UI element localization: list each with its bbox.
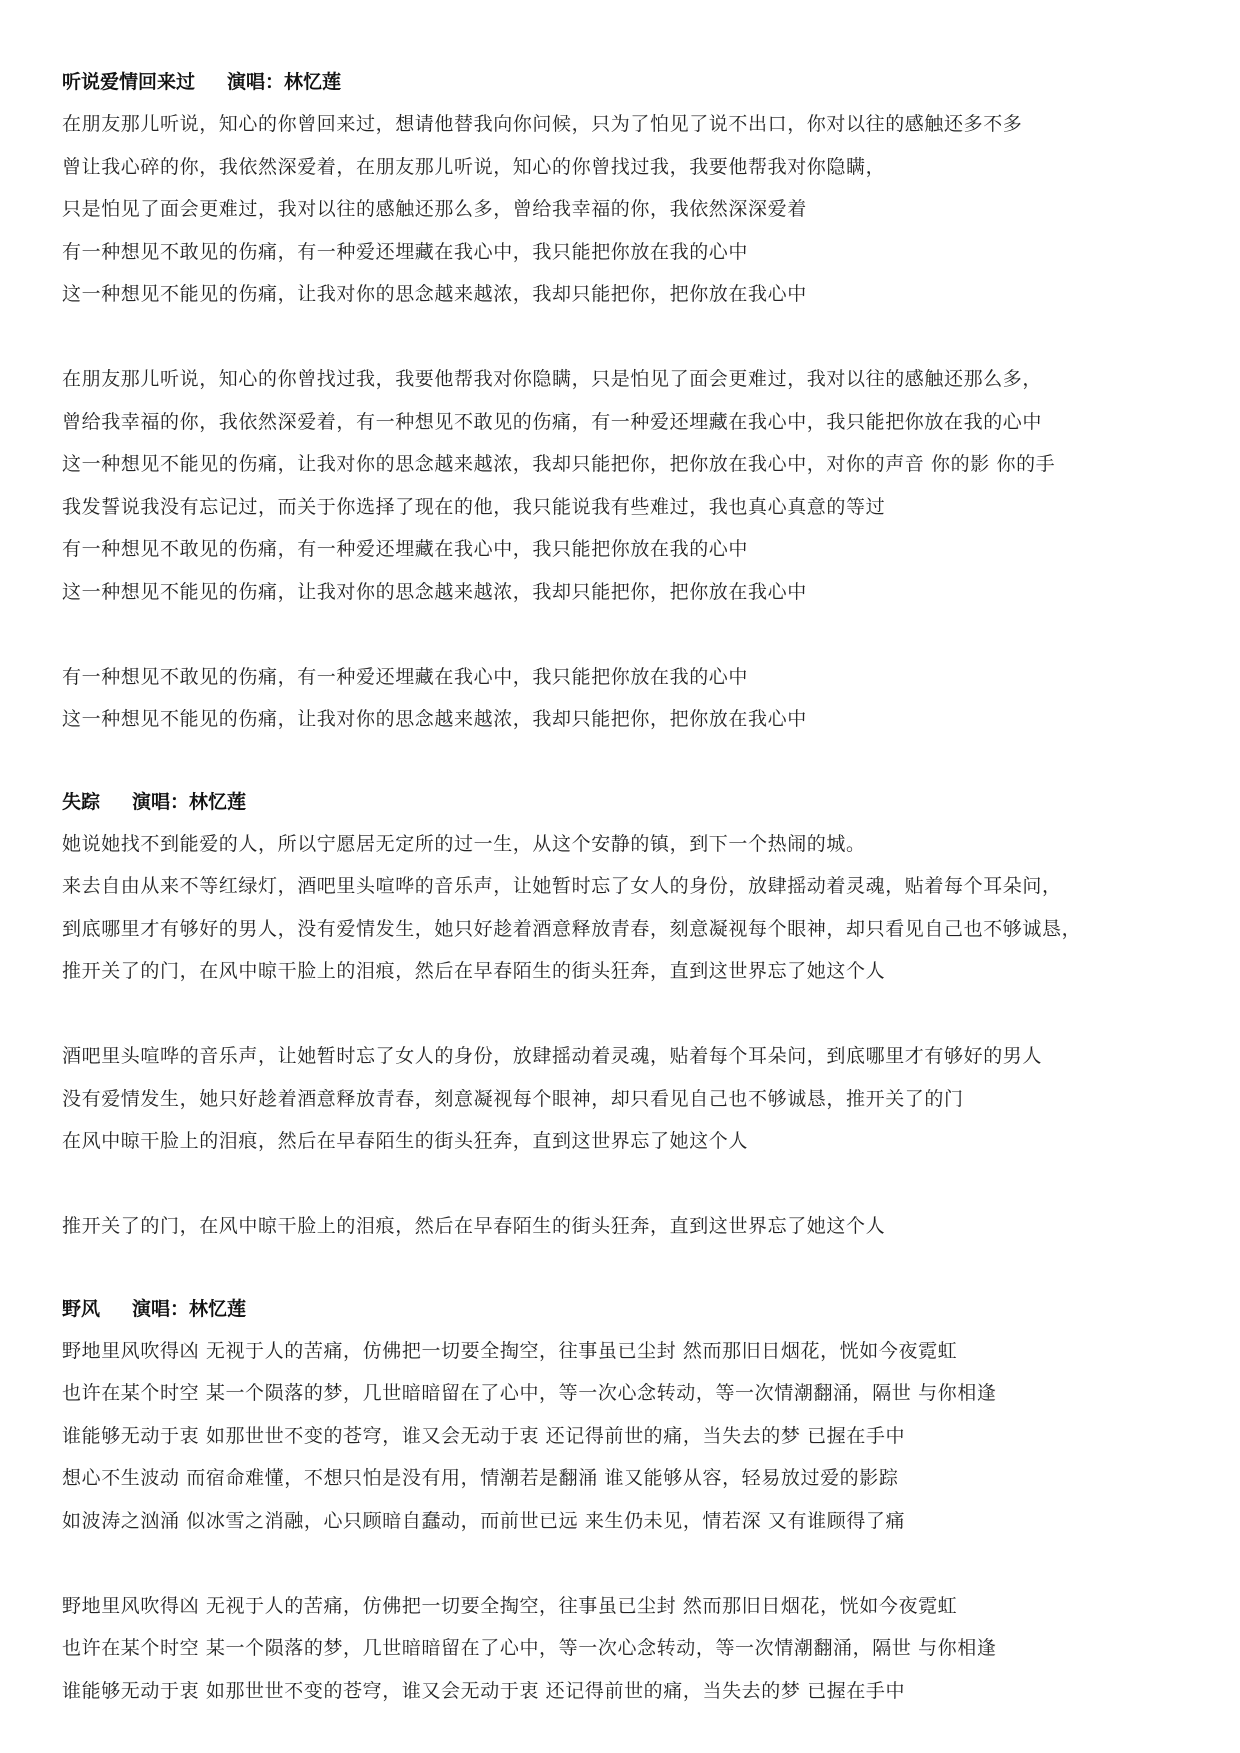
- lyric-line: 这一种想见不能见的伤痛，让我对你的思念越来越浓，我却只能把你，把你放在我心中，对你的声音 你的影 你的手: [62, 453, 1056, 475]
- lyric-line: 也许在某个时空 某一个陨落的梦，几世暗暗留在了心中，等一次心念转动，等一次情潮翻涌，隔世 与你相逢: [62, 1382, 997, 1404]
- stanza-break: [62, 1168, 1200, 1211]
- song-2: [62, 786, 1200, 1253]
- lyric-line: 如波涛之汹涌 似冰雪之消融，心只顾暗自蠢动，而前世已远 来生仍未见，情若深 又有谁顾得了痛: [62, 1509, 906, 1532]
- song-title: 听说爱情回来过: [62, 71, 196, 93]
- lyrics-body: [62, 108, 1200, 746]
- song-1: [62, 66, 1200, 746]
- lyrics-body: [62, 828, 1200, 1253]
- stanza-break: [62, 321, 1200, 364]
- lyric-line: 有一种想见不敢见的伤痛，有一种爱还埋藏在我心中，我只能把你放在我的心中: [62, 665, 749, 688]
- song-singer: 演唱：林忆莲: [132, 790, 247, 813]
- stanza-break: [62, 618, 1200, 661]
- song-singer: 演唱：林忆莲: [132, 1297, 247, 1320]
- lyric-line: 只是怕见了面会更难过，我对以往的感触还那么多，曾给我幸福的你，我依然深深爱着: [62, 198, 807, 220]
- song-title: 野风: [62, 1297, 101, 1320]
- lyric-line: 这一种想见不能见的伤痛，让我对你的思念越来越浓，我却只能把你，把你放在我心中: [62, 708, 807, 730]
- lyric-line: 推开关了的门，在风中晾干脸上的泪痕，然后在早春陌生的街头狂奔，直到这世界忘了她这个人: [62, 1215, 886, 1237]
- song-title: 失踪: [62, 790, 101, 813]
- song-title-row: [62, 1293, 1200, 1335]
- lyric-line: 想心不生波动 而宿命难懂，不想只怕是没有用，情潮若是翻涌 谁又能够从容，轻易放过爱的影踪: [62, 1467, 899, 1489]
- lyric-line: 谁能够无动于衷 如那世世不变的苍穹，谁又会无动于衷 还记得前世的痛，当失去的梦 已握在手中: [62, 1424, 906, 1447]
- lyrics-body: [62, 1335, 1200, 1718]
- lyric-line: 她说她找不到能爱的人，所以宁愿居无定所的过一生，从这个安静的镇，到下一个热闹的城。: [62, 832, 866, 855]
- lyric-line: 野地里风吹得凶 无视于人的苦痛，仿佛把一切要全掏空，往事虽已尘封 然而那旧日烟花，恍如今夜霓虹: [62, 1594, 958, 1617]
- lyric-line: 来去自由从来不等红绿灯，酒吧里头喧哗的音乐声，让她暂时忘了女人的身份，放肆摇动着灵魂，贴着每个耳朵问，: [62, 875, 1062, 897]
- lyric-line: 在风中晾干脸上的泪痕，然后在早春陌生的街头狂奔，直到这世界忘了她这个人: [62, 1130, 749, 1152]
- lyric-line: 曾给我幸福的你，我依然深爱着，有一种想见不敢见的伤痛，有一种爱还埋藏在我心中，我只能把你放在我的心中: [62, 410, 1043, 433]
- song-singer: 演唱：林忆莲: [227, 71, 342, 93]
- lyric-line: 酒吧里头喧哗的音乐声，让她暂时忘了女人的身份，放肆摇动着灵魂，贴着每个耳朵问，到底哪里才有够好的男人: [62, 1045, 1043, 1067]
- lyric-line: 在朋友那儿听说，知心的你曾找过我，我要他帮我对你隐瞒，只是怕见了面会更难过，我对以往的感触还那么多，: [62, 368, 1043, 390]
- lyric-line: 野地里风吹得凶 无视于人的苦痛，仿佛把一切要全掏空，往事虽已尘封 然而那旧日烟花，恍如今夜霓虹: [62, 1339, 958, 1362]
- lyric-line: 有一种想见不敢见的伤痛，有一种爱还埋藏在我心中，我只能把你放在我的心中: [62, 538, 749, 560]
- song-3: [62, 1293, 1200, 1718]
- lyric-line: 谁能够无动于衷 如那世世不变的苍穹，谁又会无动于衷 还记得前世的痛，当失去的梦 已握在手中: [62, 1679, 906, 1702]
- song-title-row: [62, 786, 1200, 828]
- lyric-line: 这一种想见不能见的伤痛，让我对你的思念越来越浓，我却只能把你，把你放在我心中: [62, 580, 807, 603]
- lyric-line: 有一种想见不敢见的伤痛，有一种爱还埋藏在我心中，我只能把你放在我的心中: [62, 240, 749, 263]
- lyric-line: 曾让我心碎的你，我依然深爱着，在朋友那儿听说，知心的你曾找过我，我要他帮我对你隐瞒，: [62, 155, 886, 178]
- stanza-break: [62, 998, 1200, 1041]
- lyric-line: 在朋友那儿听说，知心的你曾回来过，想请他替我向你问候，只为了怕见了说不出口，你对以往的感触还多不多: [62, 113, 1023, 135]
- song-title-row: [62, 66, 1200, 108]
- lyric-line: 也许在某个时空 某一个陨落的梦，几世暗暗留在了心中，等一次心念转动，等一次情潮翻涌，隔世 与你相逢: [62, 1637, 997, 1659]
- lyric-line: 没有爱情发生，她只好趁着酒意释放青春，刻意凝视每个眼神，却只看见自己也不够诚恳，推开关了的门: [62, 1087, 964, 1110]
- stanza-break: [62, 1547, 1200, 1590]
- lyric-line: 我发誓说我没有忘记过，而关于你选择了现在的他，我只能说我有些难过，我也真心真意的等过: [62, 495, 886, 518]
- lyric-line: 这一种想见不能见的伤痛，让我对你的思念越来越浓，我却只能把你，把你放在我心中: [62, 283, 807, 305]
- lyric-line: 推开关了的门，在风中晾干脸上的泪痕，然后在早春陌生的街头狂奔，直到这世界忘了她这个人: [62, 960, 886, 982]
- lyric-line: 到底哪里才有够好的男人，没有爱情发生，她只好趁着酒意释放青春，刻意凝视每个眼神，却只看见自己也不够诚恳，: [62, 917, 1082, 940]
